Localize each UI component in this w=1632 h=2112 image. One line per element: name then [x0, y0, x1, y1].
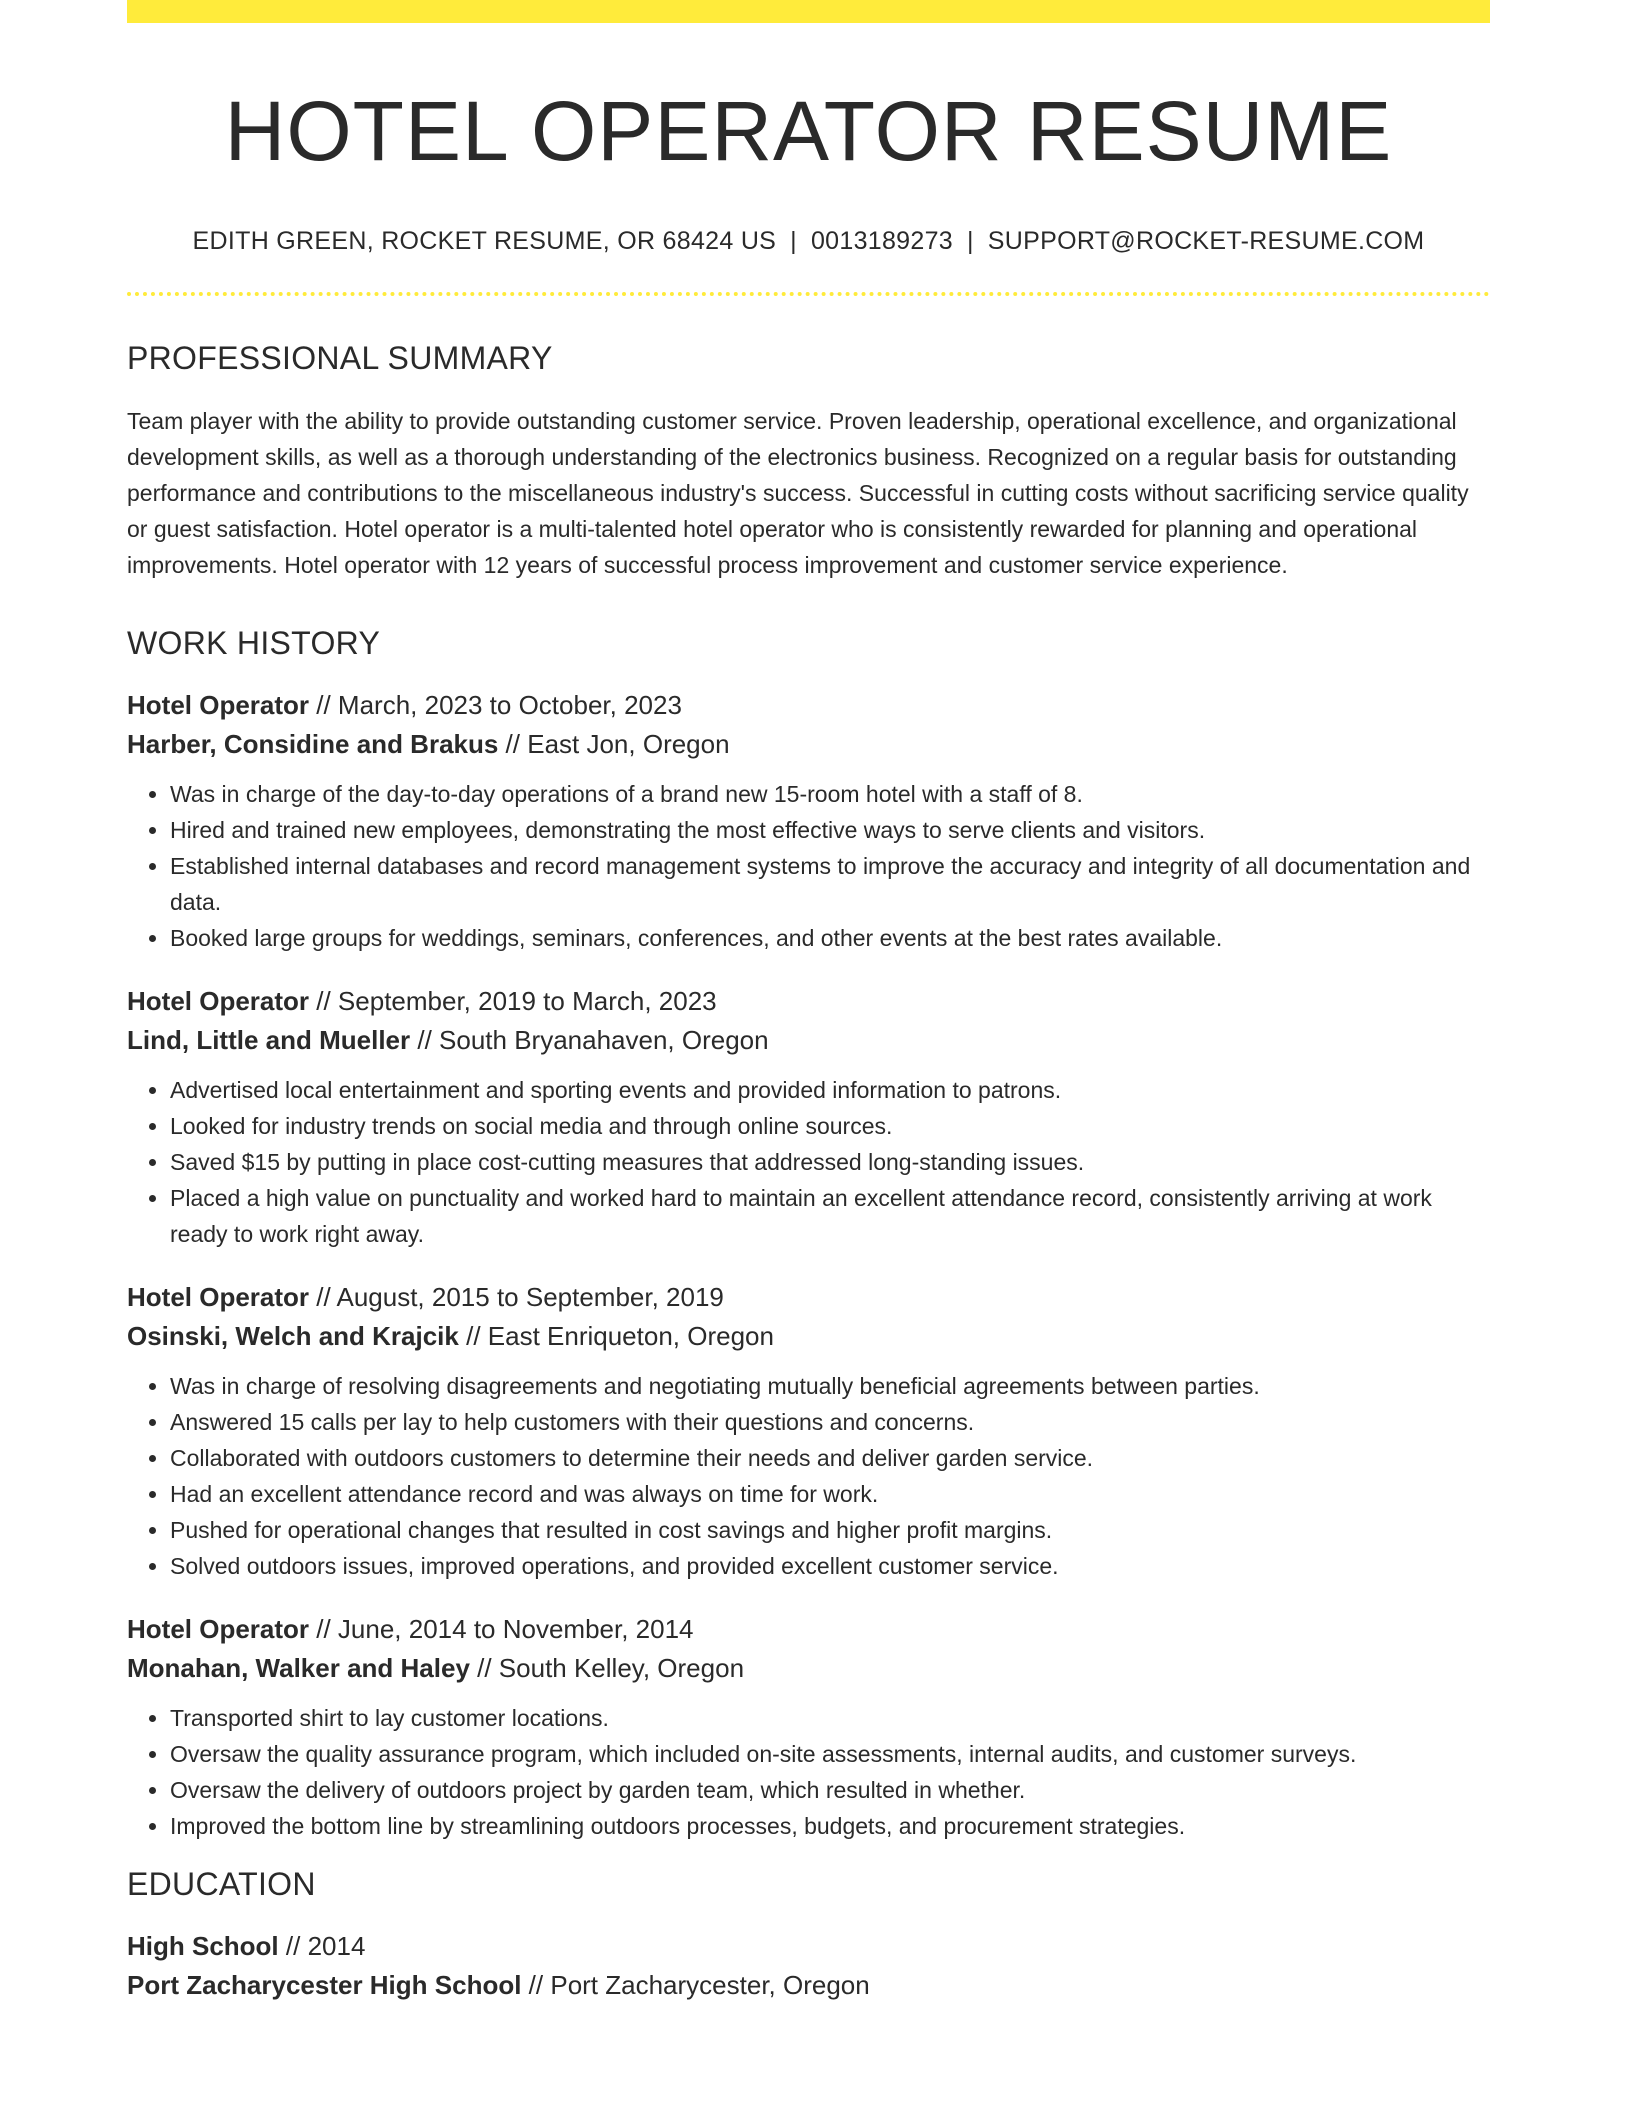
job-duty-item: • Was in charge of the day-to-day operations of a brand new 15-room hotel with a staff of 8. — [170, 776, 1490, 812]
job-duty-item: • Transported shirt to lay customer locations. — [170, 1700, 1490, 1736]
contact-address: EDITH GREEN, ROCKET RESUME, OR 68424 US — [192, 227, 777, 256]
job-company: Lind, Little and Mueller — [127, 1025, 411, 1056]
contact-separator: | — [790, 227, 797, 256]
job-duty-item: • Looked for industry trends on social media and through online sources. — [170, 1108, 1490, 1144]
job-company-line — [127, 1649, 1490, 1688]
job-dates: // March, 2023 to October, 2023 — [309, 690, 682, 721]
job-duty-item: • Hired and trained new employees, demonstrating the most effective ways to serve clients and visitors. — [170, 812, 1490, 848]
job-company-line — [127, 1021, 1490, 1060]
job-duty-item: • Oversaw the quality assurance program, which included on-site assessments, internal audits, and customer surveys. — [170, 1736, 1490, 1772]
job-duty-item: • Oversaw the delivery of outdoors project by garden team, which resulted in whether. — [170, 1772, 1490, 1808]
job-title-line — [127, 982, 1490, 1021]
education-degree: High School — [127, 1931, 279, 1962]
job-duty-item: • Booked large groups for weddings, seminars, conferences, and other events at the best rates available. — [170, 920, 1490, 956]
job-duty-item: • Saved $15 by putting in place cost-cutting measures that addressed long-standing issues. — [170, 1144, 1490, 1180]
job-title: Hotel Operator — [127, 1282, 310, 1313]
job-location: // South Bryanahaven, Oregon — [410, 1025, 769, 1056]
education-school-line — [127, 1966, 1490, 2005]
job-duties-list — [127, 776, 1490, 956]
job-entry — [127, 686, 1490, 956]
job-duty-item: • Advertised local entertainment and sporting events and provided information to patrons. — [170, 1072, 1490, 1108]
job-location: // East Enriqueton, Oregon — [458, 1321, 774, 1352]
job-duties-list — [127, 1700, 1490, 1844]
job-duty-item: • Solved outdoors issues, improved operations, and provided excellent customer service. — [170, 1548, 1490, 1584]
job-entry — [127, 982, 1490, 1252]
job-title: Hotel Operator — [127, 1614, 310, 1645]
education-school: Port Zacharycester High School — [127, 1970, 522, 2001]
job-duty-item: • Answered 15 calls per lay to help customers with their questions and concerns. — [170, 1404, 1490, 1440]
job-title-line — [127, 1610, 1490, 1649]
job-duty-item: • Had an excellent attendance record and was always on time for work. — [170, 1476, 1490, 1512]
job-duty-item: • Pushed for operational changes that resulted in cost savings and higher profit margins. — [170, 1512, 1490, 1548]
work-history-heading: WORK HISTORY — [127, 625, 381, 662]
work-history-list — [127, 686, 1490, 1844]
job-company-line — [127, 1317, 1490, 1356]
summary-text: Team player with the ability to provide outstanding customer service. Proven leadership, operational excellence, and organizational development skills, as well as a thorough understanding of the electronics business. Recognized on a regular basis for outstanding performance and contributions to the miscellaneous industry's success. Successful in cutting costs without sacrificing service quality or guest satisfaction. Hotel operator is a multi-talented hotel operator who is consistently rewarded for planning and operational improvements. Hotel operator with 12 years of successful process improvement and customer service experience. — [127, 408, 1469, 579]
job-duty-item: • Placed a high value on punctuality and worked hard to maintain an excellent attendance record, consistently arriving at work ready to work right away. — [170, 1180, 1490, 1252]
job-duty-item: • Was in charge of resolving disagreements and negotiating mutually beneficial agreements between parties. — [170, 1368, 1490, 1404]
job-dates: // September, 2019 to March, 2023 — [309, 986, 717, 1017]
job-duties-list — [127, 1072, 1490, 1252]
accent-top-bar — [127, 0, 1490, 23]
education-heading: EDUCATION — [127, 1866, 316, 1903]
job-title: Hotel Operator — [127, 690, 310, 721]
dotted-divider — [127, 292, 1490, 296]
education-location: // Port Zacharycester, Oregon — [521, 1970, 870, 2001]
job-duty-item: • Improved the bottom line by streamlining outdoors processes, budgets, and procurement strategies. — [170, 1808, 1490, 1844]
job-location: // East Jon, Oregon — [498, 729, 730, 760]
job-company-line — [127, 725, 1490, 764]
job-dates: // June, 2014 to November, 2014 — [309, 1614, 694, 1645]
job-company: Monahan, Walker and Haley — [127, 1653, 470, 1684]
job-title-line — [127, 1278, 1490, 1317]
job-title: Hotel Operator — [127, 986, 310, 1017]
contact-phone: 0013189273 — [810, 227, 953, 256]
job-company: Osinski, Welch and Krajcik — [127, 1321, 459, 1352]
job-duties-list — [127, 1368, 1490, 1584]
contact-line — [127, 227, 1490, 256]
contact-separator: | — [967, 227, 974, 256]
job-duty-item: • Collaborated with outdoors customers to determine their needs and deliver garden service. — [170, 1440, 1490, 1476]
job-duty-item: • Established internal databases and record management systems to improve the accuracy and integrity of all documentation and data. — [170, 848, 1490, 920]
job-entry — [127, 1610, 1490, 1844]
resume-page — [127, 0, 1490, 2005]
job-title-line — [127, 686, 1490, 725]
job-company: Harber, Considine and Brakus — [127, 729, 499, 760]
job-location: // South Kelley, Oregon — [469, 1653, 745, 1684]
job-dates: // August, 2015 to September, 2019 — [309, 1282, 724, 1313]
summary-heading: PROFESSIONAL SUMMARY — [127, 340, 553, 377]
resume-title: HOTEL OPERATOR RESUME — [224, 84, 1393, 178]
education-year: // 2014 — [278, 1931, 366, 1962]
contact-email: SUPPORT@ROCKET-RESUME.COM — [987, 227, 1425, 256]
education-degree-line — [127, 1927, 1490, 1966]
job-entry — [127, 1278, 1490, 1584]
